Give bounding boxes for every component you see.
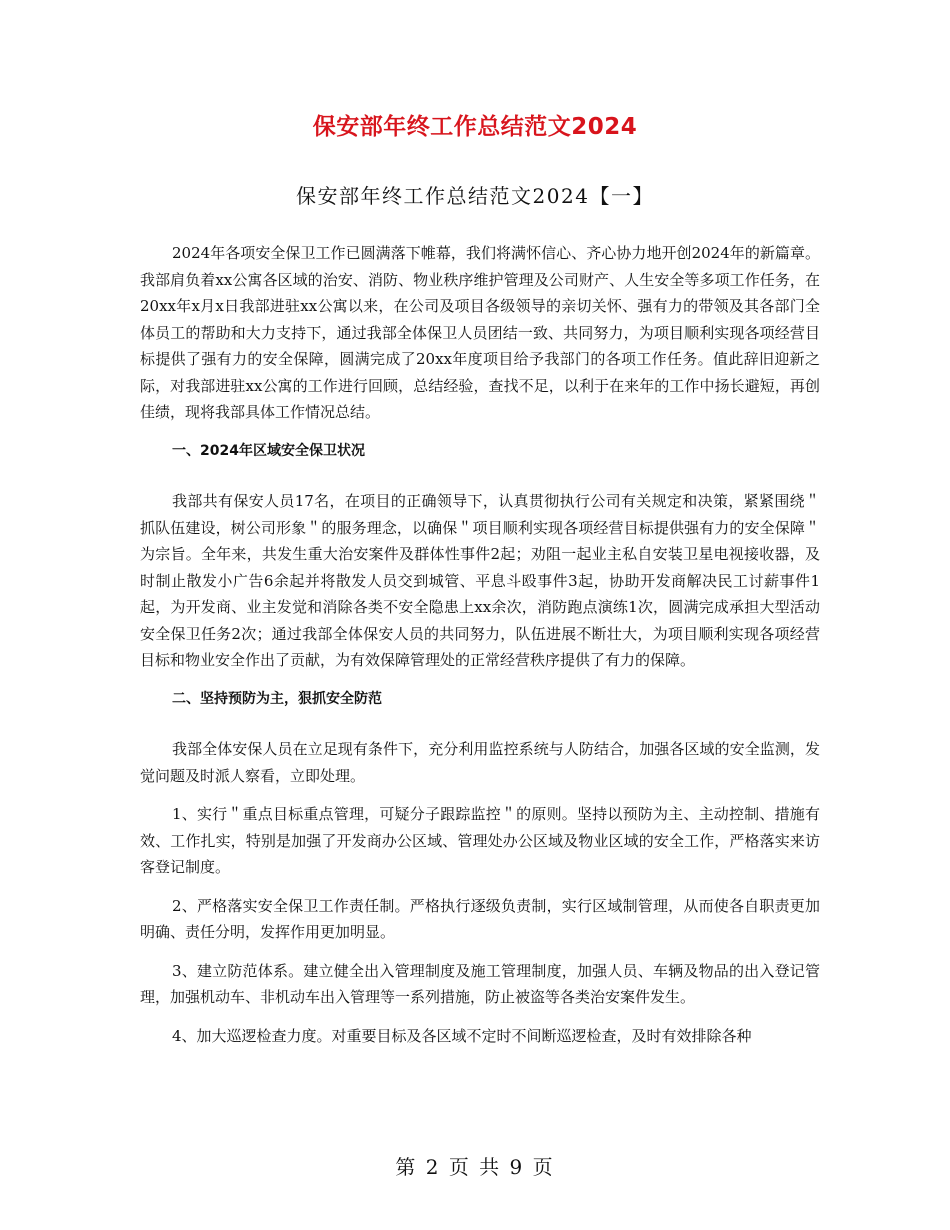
list-item-3: 3、建立防范体系。建立健全出入管理制度及施工管理制度，加强人员、车辆及物品的出入登记管理，加强机动车、非机动车出入管理等一系列措施，防止被盗等各类治安案件发生。	[140, 961, 820, 1006]
section-heading-1: 一、2024年区域安全保卫状况	[172, 442, 365, 459]
list-item-1: 1、实行＂重点目标重点管理，可疑分子跟踪监控＂的原则。坚持以预防为主、主动控制、措施有效、工作扎实，特别是加强了开发商办公区域、管理处办公区域及物业区域的安全工作，严格落实来访客登记制度。	[140, 805, 820, 876]
document-title: 保安部年终工作总结范文2024	[312, 114, 638, 140]
page-number-footer: 第 2 页 共 9 页	[395, 1155, 555, 1179]
list-item-2: 2、严格落实安全保卫工作责任制。严格执行逐级负责制，实行区域制管理，从而使各自职责更加明确、责任分明，发挥作用更加明显。	[140, 896, 820, 941]
intro-paragraph: 2024年各项安全保卫工作已圆满落下帷幕，我们将满怀信心、齐心协力地开创2024年的新篇章。我部肩负着xx公寓各区域的治安、消防、物业秩序维护管理及公司财产、人生安全等多项工作任务，在20xx年x月x日我部进驻xx公寓以来，在公司及项目各级领导的亲切关怀、强有力的带领及其各部门全体员工的帮助和大力支持下，通过我部全体保卫人员团结一致、共同努力，为项目顺利实现各项经营目标提供了强有力的安全保障，圆满完成了20xx年度项目给予我部门的各项工作任务。值此辞旧迎新之际，对我部进驻xx公寓的工作进行回顾，总结经验，查找不足，以利于在来年的工作中扬长避短，再创佳绩，现将我部具体工作情况总结。	[140, 244, 820, 421]
document-subtitle: 保安部年终工作总结范文2024【一】	[296, 184, 654, 208]
section-2-paragraph: 我部全体安保人员在立足现有条件下，充分利用监控系统与人防结合，加强各区域的安全监测，发觉问题及时派人察看，立即处理。	[140, 740, 820, 785]
section-1-paragraph: 我部共有保安人员17名，在项目的正确领导下，认真贯彻执行公司有关规定和决策，紧紧围绕＂抓队伍建设，树公司形象＂的服务理念，以确保＂项目顺利实现各项经营目标提供强有力的安全保障＂为宗旨。全年来，共发生重大治安案件及群体性事件2起；劝阻一起业主私自安装卫星电视接收器，及时制止散发小广告6余起并将散发人员交到城管、平息斗殴事件3起，协助开发商解决民工讨薪事件1起，为开发商、业主发觉和消除各类不安全隐患上xx余次，消防跑点演练1次，圆满完成承担大型活动安全保卫任务2次；通过我部全体保安人员的共同努力，队伍进展不断壮大，为项目顺利实现各项经营目标和物业安全作出了贡献，为有效保障管理处的正常经营秩序提供了有力的保障。	[140, 492, 820, 669]
document-body	[140, 240, 820, 1061]
list-item-4: 4、加大巡逻检查力度。对重要目标及各区域不定时不间断巡逻检查，及时有效排除各种	[172, 1026, 752, 1045]
section-heading-2: 二、坚持预防为主，狠抓安全防范	[172, 690, 382, 707]
